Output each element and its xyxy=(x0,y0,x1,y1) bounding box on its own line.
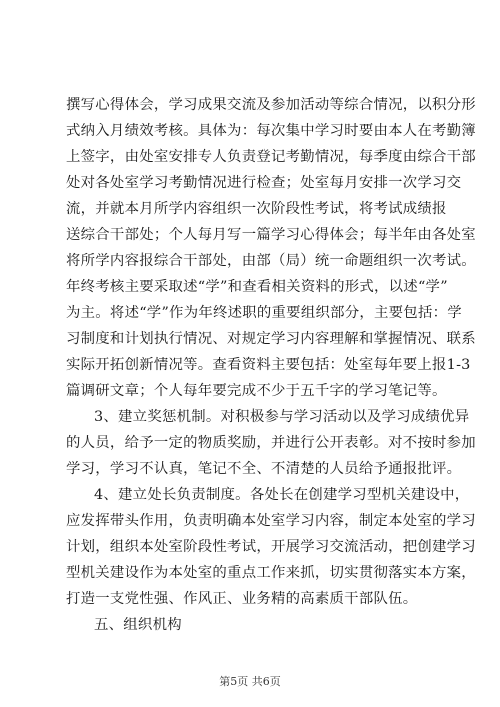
text-line: 篇调研文章；个人每年要完成不少于五千字的学习笔记等。 xyxy=(66,383,447,399)
text-line: 将所学内容报综合干部处，由部（局）统一命题组织一次考试。 xyxy=(66,253,476,269)
text-line: 应发挥带头作用，负责明确本处室学习内容，制定本处室的学习 xyxy=(66,513,476,529)
text-line: 为主。将述“学”作为年终述职的重要组织部分，主要包括：学 xyxy=(66,305,462,321)
text-line: 实际开拓创新情况等。查看资料主要包括：处室每年要上报1-3 xyxy=(66,357,471,373)
text-line: 型机关建设作为本处室的重点工作来抓，切实贯彻落实本方案， xyxy=(66,565,476,581)
text-line: 送综合干部处；个人每月写一篇学习心得体会；每半年由各处室 xyxy=(66,227,476,243)
text-line: 习制度和计划执行情况、对规定学习内容理解和掌握情况、联系 xyxy=(66,331,476,347)
text-line: 打造一支党性强、作风正、业务精的高素质干部队伍。 xyxy=(66,591,418,607)
text-line: 的人员，给予一定的物质奖励，并进行公开表彰。对不按时参加 xyxy=(66,435,476,451)
text-line: 年终考核主要采取述“学”和查看相关资料的形式，以述“学” xyxy=(66,279,448,295)
page-number: 第5页 共6页 xyxy=(219,675,281,688)
text-line: 上签字，由处室安排专人负责登记考勤情况，每季度由综合干部 xyxy=(66,149,476,165)
text-line: 处对各处室学习考勤情况进行检查；处室每月安排一次学习交 xyxy=(66,175,462,191)
section-heading: 五、组织机构 xyxy=(94,617,182,633)
text-line: 学习，学习不认真，笔记不全、不清楚的人员给予通报批评。 xyxy=(66,461,462,477)
text-line: 式纳入月绩效考核。具体为：每次集中学习时要由本人在考勤簿 xyxy=(66,123,476,139)
text-line: 4、建立处长负责制度。各处长在创建学习型机关建设中， xyxy=(94,487,470,503)
text-line: 撰写心得体会，学习成果交流及参加活动等综合情况，以积分形 xyxy=(66,97,476,113)
text-line: 流，并就本月所学内容组织一次阶段性考试，将考试成绩报 xyxy=(66,201,447,217)
text-line: 计划，组织本处室阶段性考试，开展学习交流活动，把创建学习 xyxy=(66,539,476,555)
text-line: 3、建立奖惩机制。对积极参与学习活动以及学习成绩优异 xyxy=(94,409,470,425)
